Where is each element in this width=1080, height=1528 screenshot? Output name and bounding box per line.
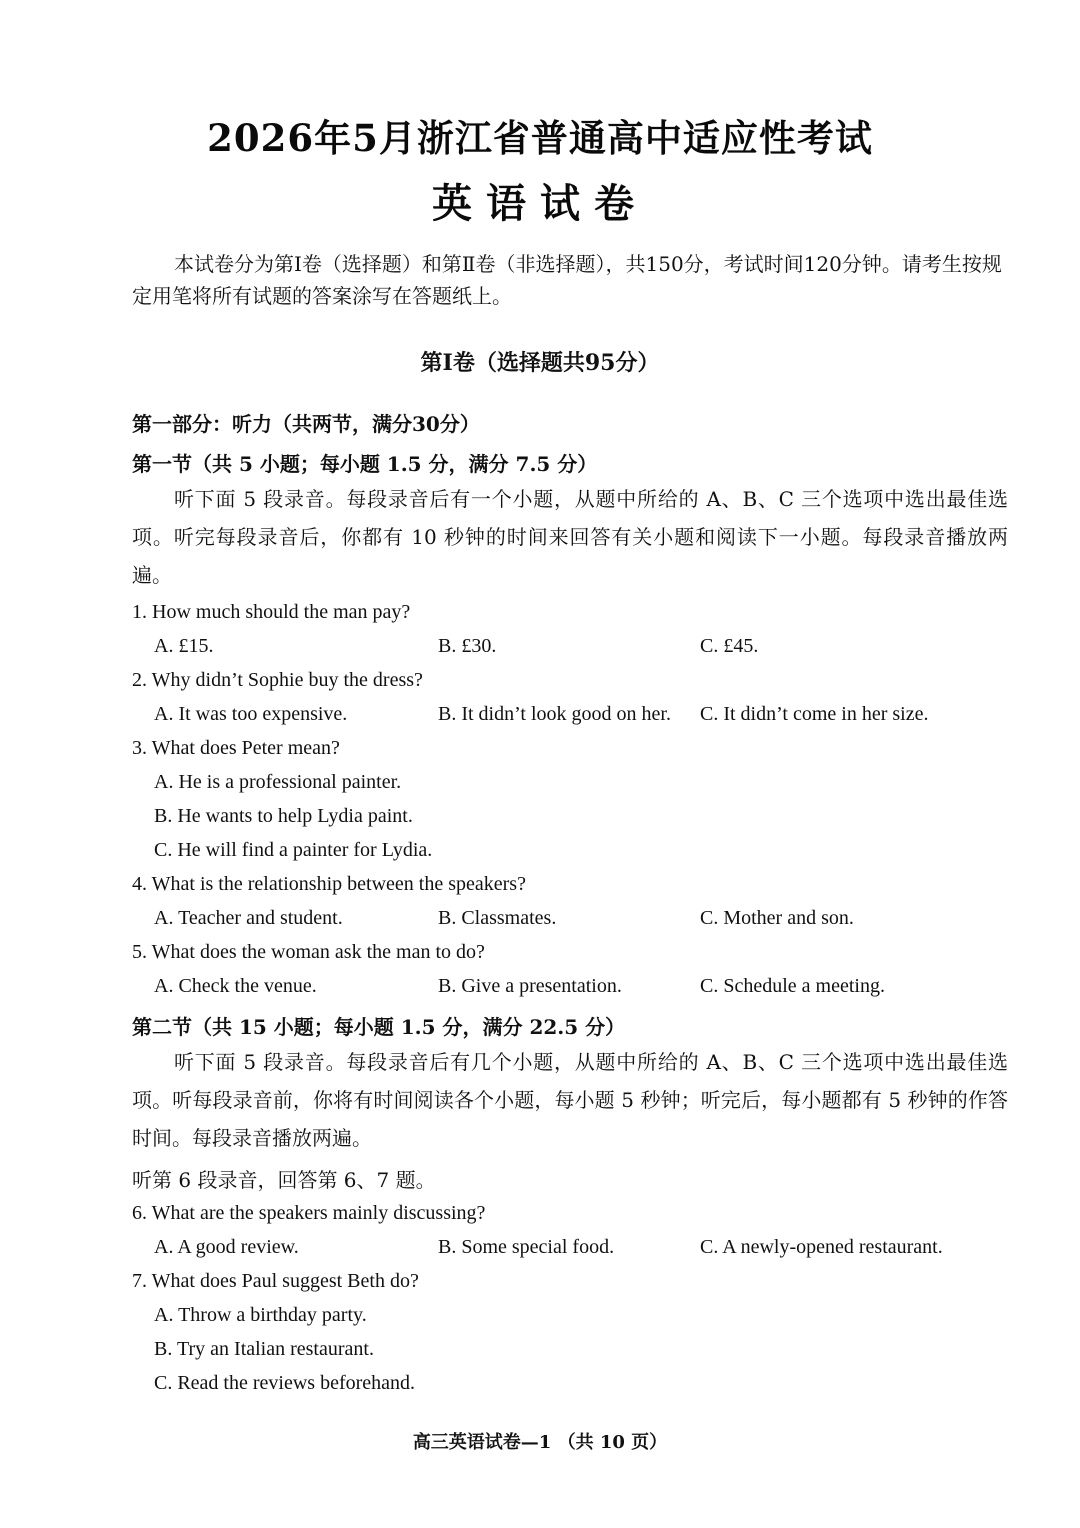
option-b: B. Some special food.	[438, 1236, 615, 1258]
section1-heading: 第一节（共 5 小题；每小题 1.5 分，满分 7.5 分）	[132, 452, 598, 476]
intro-paragraph: 本试卷分为第Ⅰ卷（选择题）和第Ⅱ卷（非选择题），共150分，考试时间120分钟。请考生按规定用笔将所有试题的答案涂写在答题纸上。	[132, 252, 1002, 308]
option-c: C. Read the reviews beforehand.	[154, 1372, 416, 1394]
option-a: A. He is a professional painter.	[154, 771, 402, 793]
question-stem: 3. What does Peter mean?	[132, 737, 340, 759]
listening-section-title: 第一部分：听力（共两节，满分30分）	[132, 412, 480, 436]
question-stem: 7. What does Paul suggest Beth do?	[132, 1270, 419, 1292]
option-a: A. A good review.	[154, 1236, 299, 1258]
section2-instructions: 听下面 5 段录音。每段录音后有几个小题，从题中所给的 A、B、C 三个选项中选出最佳选项。听每段录音前，你将有时间阅读各个小题，每小题 5 秒钟；听完后，每小题都有 5 秒钟的作答时间。每段录音播放两遍。	[132, 1050, 1008, 1150]
option-b: B. He wants to help Lydia paint.	[154, 805, 413, 827]
page-footer: 高三英语试卷—1 （共 10 页）	[412, 1432, 668, 1453]
option-c: C. It didn’t come in her size.	[700, 703, 929, 725]
option-b: B. Classmates.	[438, 907, 557, 929]
option-b: B. Give a presentation.	[438, 975, 622, 997]
question-stem: 4. What is the relationship between the speakers?	[132, 873, 526, 895]
question-stem: 6. What are the speakers mainly discussing?	[132, 1202, 486, 1224]
option-a: A. It was too expensive.	[154, 703, 348, 725]
option-b: B. It didn’t look good on her.	[438, 703, 671, 725]
option-b: B. £30.	[438, 635, 497, 657]
section2-heading: 第二节（共 15 小题；每小题 1.5 分，满分 22.5 分）	[132, 1015, 626, 1039]
part1-title: 第Ⅰ卷（选择题共95分）	[420, 350, 660, 376]
option-c: C. A newly-opened restaurant.	[700, 1236, 943, 1258]
question-stem: 1. How much should the man pay?	[132, 601, 411, 623]
option-c: C. Mother and son.	[700, 907, 854, 929]
option-a: A. Teacher and student.	[154, 907, 343, 929]
option-c: C. Schedule a meeting.	[700, 975, 885, 997]
option-a: A. £15.	[154, 635, 214, 657]
question-stem: 2. Why didn’t Sophie buy the dress?	[132, 669, 423, 691]
exam-title: 2026年5月浙江省普通高中适应性考试	[207, 116, 873, 160]
option-b: B. Try an Italian restaurant.	[154, 1338, 374, 1360]
option-c: C. He will find a painter for Lydia.	[154, 839, 433, 861]
section1-instructions: 听下面 5 段录音。每段录音后有一个小题，从题中所给的 A、B、C 三个选项中选出最佳选项。听完每段录音后，你都有 10 秒钟的时间来回答有关小题和阅读下一小题。每段录音播放两遍。	[132, 487, 1008, 587]
exam-subtitle: 英语试卷	[432, 180, 648, 227]
option-a: A. Check the venue.	[154, 975, 317, 997]
option-c: C. £45.	[700, 635, 759, 657]
question-stem: 5. What does the woman ask the man to do?	[132, 941, 485, 963]
option-a: A. Throw a birthday party.	[154, 1304, 367, 1326]
audio6-note: 听第 6 段录音，回答第 6、7 题。	[132, 1168, 436, 1192]
